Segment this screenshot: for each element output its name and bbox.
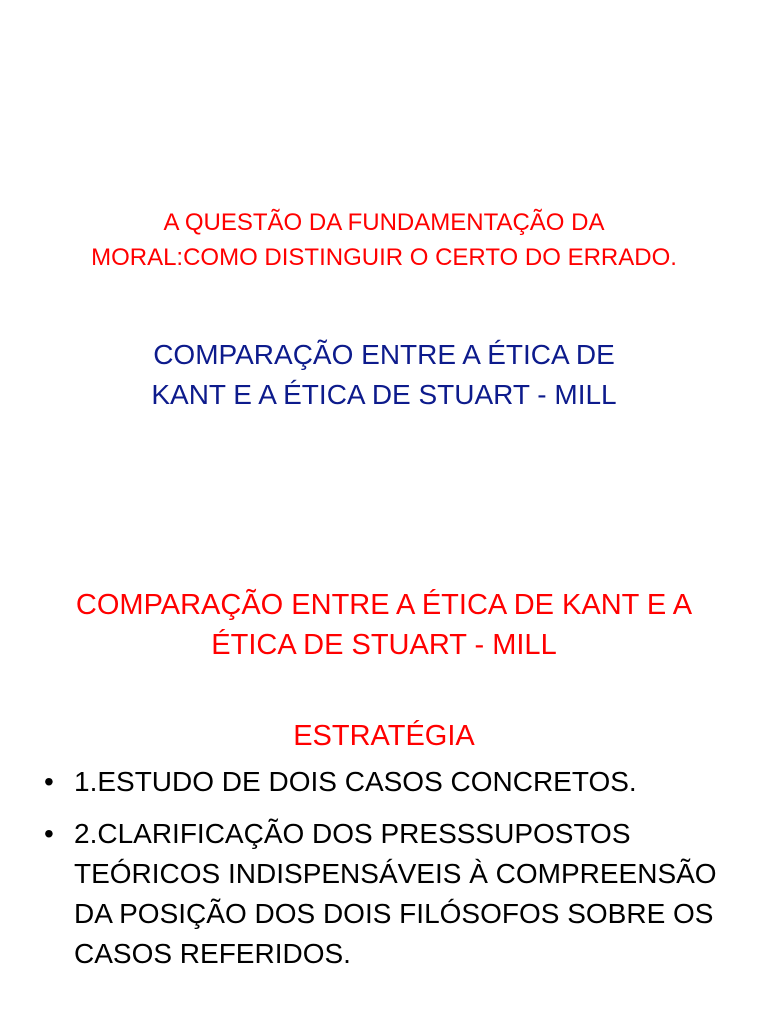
bullet-item (40, 762, 740, 802)
bullet-2-line-1: 2.CLARIFICAÇÃO DOS PRESSSUPOSTOS (74, 818, 631, 849)
bullet-list (40, 762, 740, 986)
bullet-1-line-1: 1.ESTUDO DE DOIS CASOS CONCRETOS. (74, 766, 637, 797)
slide-1-title-line-2: MORAL:COMO DISTINGUIR O CERTO DO ERRADO. (91, 244, 677, 271)
slide-1-title-line-1: A QUESTÃO DA FUNDAMENTAÇÃO DA (163, 209, 605, 236)
slide-2 (0, 512, 768, 1024)
bullet-dot-icon: • (44, 766, 54, 797)
bullet-item (40, 814, 740, 974)
slide-1-subtitle-line-1: COMPARAÇÃO ENTRE A ÉTICA DE (153, 339, 615, 370)
slide-2-heading: ESTRATÉGIA (293, 720, 475, 752)
slide-1-subtitle (0, 335, 768, 415)
bullet-dot-icon: • (44, 818, 54, 849)
slide-2-title-line-2: ÉTICA DE STUART - MILL (211, 629, 557, 661)
bullet-2-line-4: CASOS REFERIDOS. (74, 938, 351, 969)
slide-2-title (0, 585, 768, 665)
bullet-2-line-3: DA POSIÇÃO DOS DOIS FILÓSOFOS SOBRE OS (74, 898, 714, 929)
slide-2-title-line-1: COMPARAÇÃO ENTRE A ÉTICA DE KANT E A (75, 589, 693, 621)
bullet-2-line-2: TEÓRICOS INDISPENSÁVEIS À COMPREENSÃO (74, 858, 717, 889)
slide-1-title (0, 205, 768, 275)
slide-1-subtitle-line-2: KANT E A ÉTICA DE STUART - MILL (151, 379, 617, 410)
